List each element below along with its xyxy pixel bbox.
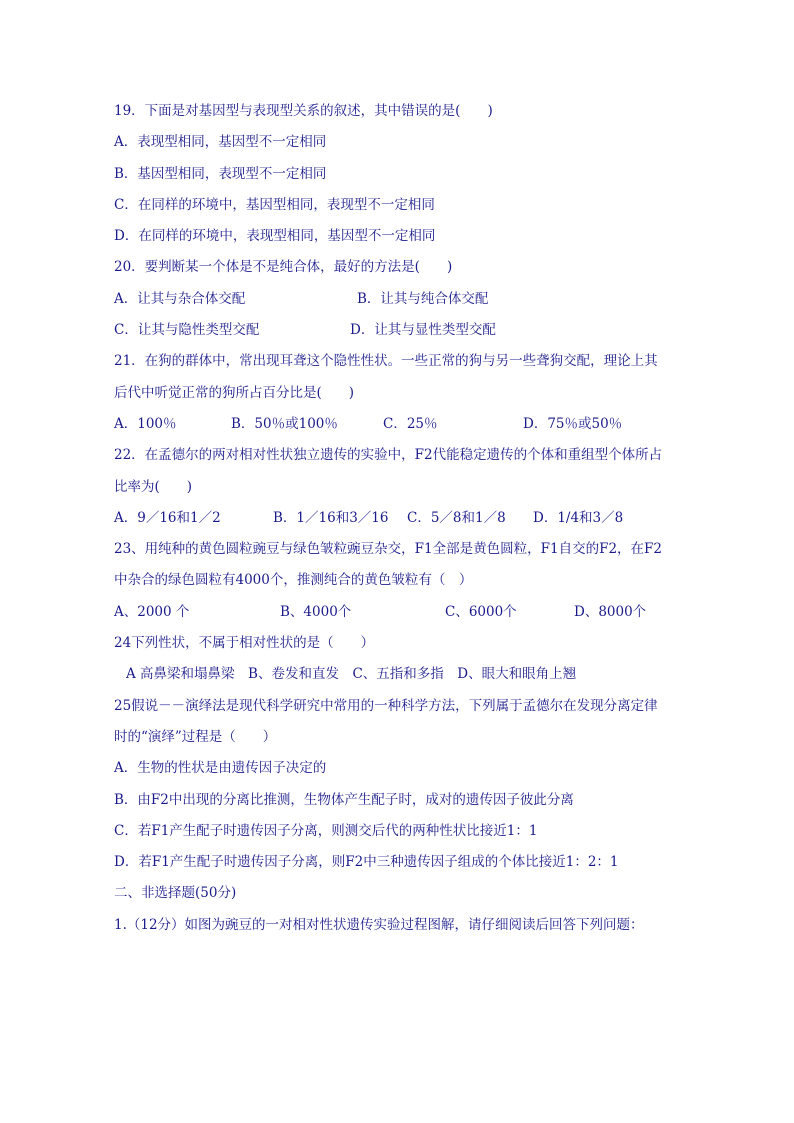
q23-option-d: D、8000个 — [574, 603, 647, 620]
q23-option-c: C、6000个 — [445, 603, 517, 620]
q20-option-c: C．让其与隐性类型交配 — [114, 322, 260, 339]
q20-options-row-2 — [114, 315, 684, 346]
q20-option-d: D．让其与显性类型交配 — [350, 322, 496, 339]
section-2-question-1: 1.（12分）如图为豌豆的一对相对性状遗传实验过程图解，请仔细阅读后回答下列问题： — [114, 916, 644, 933]
q22-options-row — [114, 503, 684, 534]
q25-stem-line-2: 时的“演绎”过程是（ ） — [114, 728, 277, 745]
section-2-heading: 二、非选择题(50分) — [114, 885, 237, 902]
q20-stem: 20．要判断某一个体是不是纯合体，最好的方法是( ) — [114, 259, 453, 276]
q20-option-b: B．让其与纯合体交配 — [357, 290, 489, 307]
q21-option-d: D．75％或50％ — [523, 415, 623, 432]
q20-options-row-1 — [114, 284, 684, 315]
q23-options-row — [114, 597, 684, 628]
q19-option-c: C．在同样的环境中，基因型相同，表现型不一定相同 — [114, 196, 435, 213]
q22-option-c: C．5／8和1／8 — [407, 509, 506, 526]
q25-option-a: A．生物的性状是由遗传因子决定的 — [114, 760, 327, 777]
q21-option-a: A．100％ — [114, 415, 177, 432]
q21-stem-line-2: 后代中听觉正常的狗所占百分比是( ) — [114, 384, 355, 401]
q25-option-b: B．由F2中出现的分离比推测，生物体产生配子时，成对的遗传因子彼此分离 — [114, 791, 574, 808]
q24-stem: 24下列性状，不属于相对性状的是（ ） — [114, 635, 375, 652]
q19-option-b: B．基因型相同，表现型不一定相同 — [114, 165, 327, 182]
q25-stem-line-1: 25假说－－演绎法是现代科学研究中常用的一种科学方法，下列属于孟德尔在发现分离定律 — [114, 697, 658, 714]
q22-stem-line-1: 22．在孟德尔的两对相对性状独立遗传的实验中，F2代能稳定遗传的个体和重组型个体所占 — [114, 447, 663, 464]
q22-option-d: D．1/4和3／8 — [533, 509, 624, 526]
q21-options-row — [114, 409, 684, 440]
q25-option-c: C．若F1产生配子时遗传因子分离，则测交后代的两种性状比接近1：1 — [114, 822, 538, 839]
q23-stem-line-1: 23、用纯种的黄色圆粒豌豆与绿色皱粒豌豆杂交，F1全部是黄色圆粒，F1自交的F2，在F2 — [114, 541, 663, 558]
q19-option-d: D．在同样的环境中，表现型相同，基因型不一定相同 — [114, 228, 436, 245]
document-page — [114, 96, 684, 941]
q22-stem-line-2: 比率为( ) — [114, 478, 193, 495]
q24-options: A 高鼻梁和塌鼻梁 B、卷发和直发 C、五指和多指 D、眼大和眼角上翘 — [126, 666, 577, 683]
q23-stem-line-2: 中杂合的绿色圆粒有4000个，推测纯合的黄色皱粒有（ ） — [114, 572, 473, 589]
q22-option-b: B．1／16和3／16 — [273, 509, 389, 526]
q22-option-a: A．9／16和1／2 — [114, 509, 221, 526]
q21-stem-line-1: 21．在狗的群体中，常出现耳聋这个隐性性状。一些正常的狗与另一些聋狗交配，理论上其 — [114, 353, 658, 370]
q19-option-a: A．表现型相同，基因型不一定相同 — [114, 134, 327, 151]
q25-option-d: D．若F1产生配子时遗传因子分离，则F2中三种遗传因子组成的个体比接近1：2：1 — [114, 854, 619, 871]
q21-option-c: C．25％ — [383, 415, 438, 432]
q23-option-b: B、4000个 — [280, 603, 352, 620]
q19-stem: 19．下面是对基因型与表现型关系的叙述，其中错误的是( ) — [114, 103, 493, 119]
q21-option-b: B．50％或100％ — [231, 415, 338, 432]
q20-option-a: A．让其与杂合体交配 — [114, 290, 246, 307]
q23-option-a: A、2000 个 — [114, 603, 190, 620]
